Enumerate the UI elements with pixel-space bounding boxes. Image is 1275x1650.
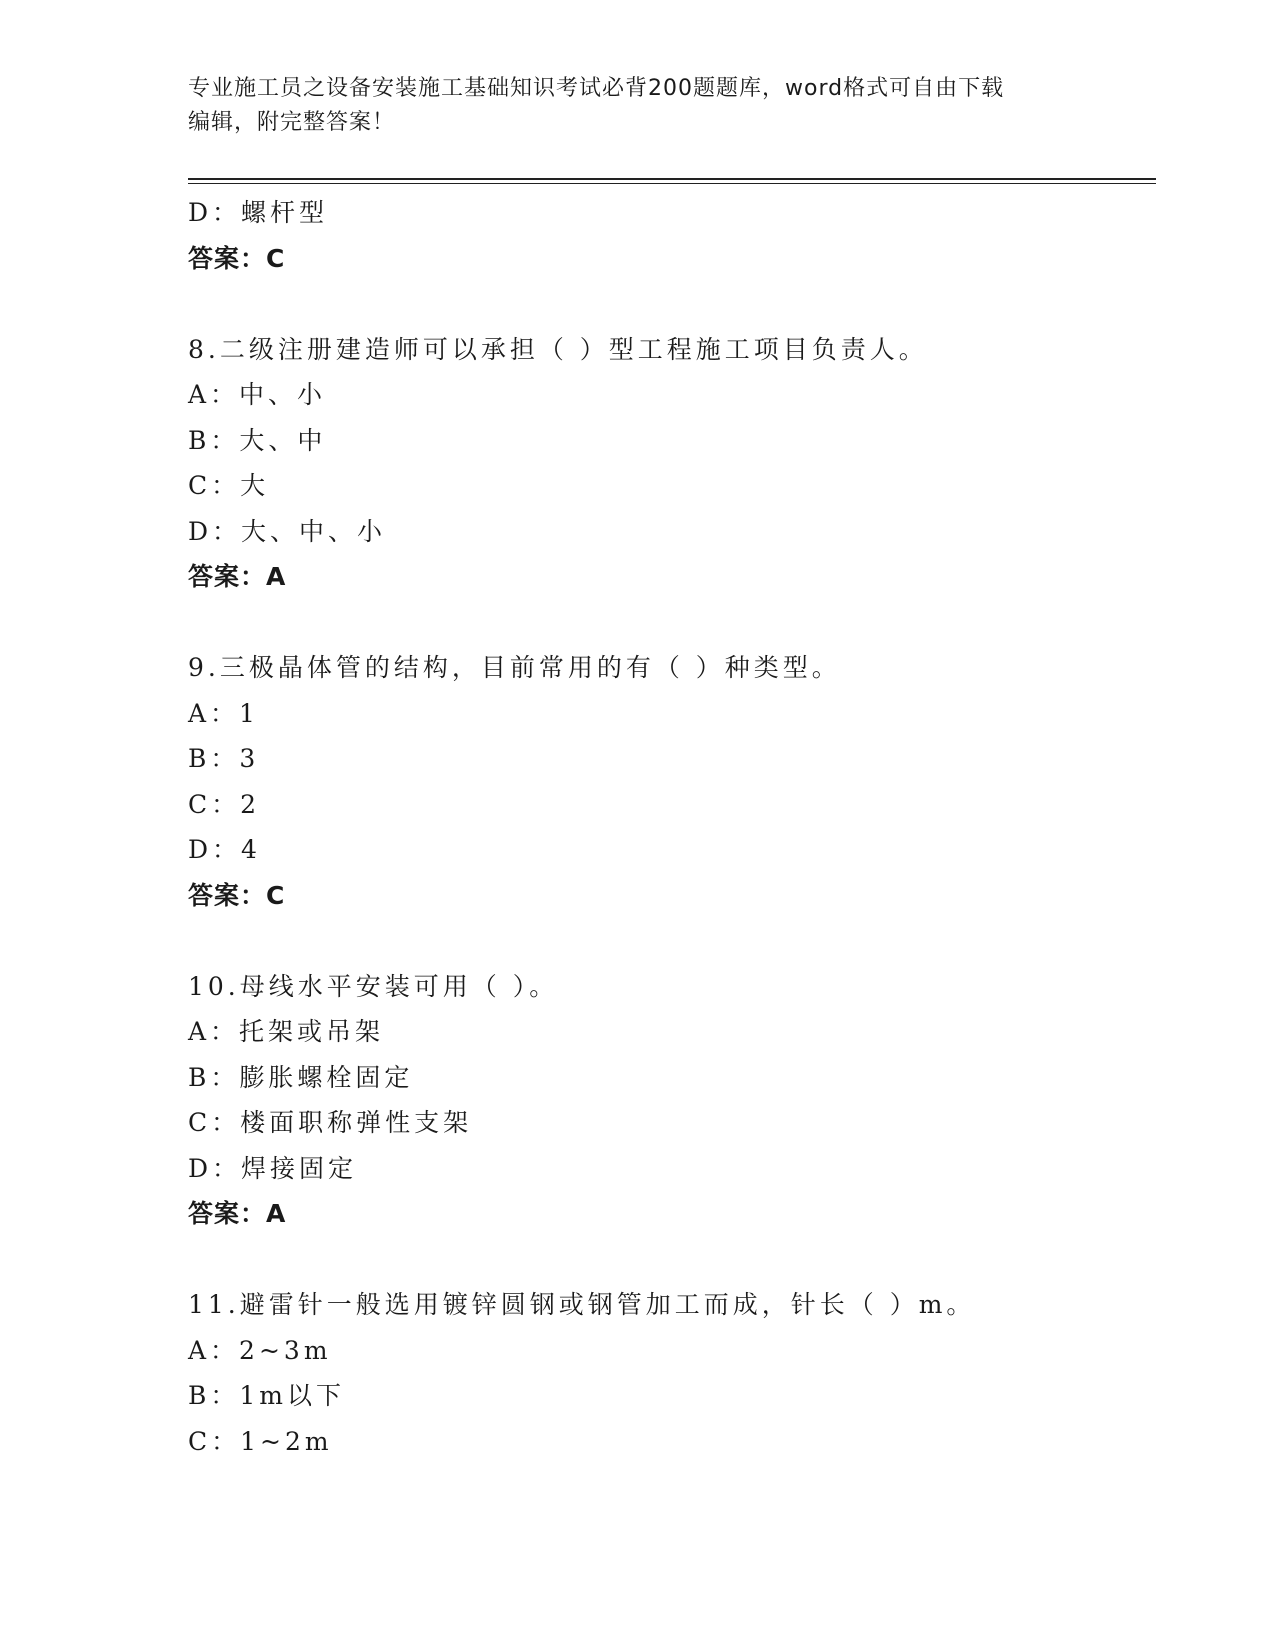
option-c: C：楼面职称弹性支架 [188, 1108, 473, 1137]
header-title-line-2: 编辑，附完整答案！ [188, 110, 396, 135]
answer: 答案：A [188, 562, 287, 591]
option-b: B：膨胀螺栓固定 [188, 1062, 414, 1092]
answer: 答案：A [188, 1199, 287, 1228]
prev-option-d: D：螺杆型 [188, 198, 329, 227]
spacer [188, 918, 1148, 964]
option-c: C：1~2m [188, 1426, 333, 1456]
question-stem: 11.避雷针一般选用镀锌圆钢或钢管加工而成，针长（ ）m。 [188, 1290, 976, 1319]
option-a: A：中、小 [188, 380, 327, 409]
question-stem: 8.二级注册建造师可以承担（ ）型工程施工项目负责人。 [188, 334, 928, 364]
question-stem: 9.三极晶体管的结构，目前常用的有（ ）种类型。 [188, 653, 841, 682]
option-b: B：1m以下 [188, 1381, 345, 1410]
answer: 答案：C [188, 880, 286, 910]
spacer [188, 600, 1148, 646]
header-divider [188, 178, 1156, 184]
question-8 [188, 327, 1148, 600]
option-b: B：3 [188, 744, 260, 773]
option-d: D：大、中、小 [188, 516, 387, 546]
prev-answer: 答案：C [188, 243, 286, 273]
option-d: D：4 [188, 835, 261, 864]
option-c: C：2 [188, 789, 261, 819]
question-list [188, 190, 1148, 1464]
question-9 [188, 645, 1148, 918]
question-stem: 10.母线水平安装可用（ ）。 [188, 971, 559, 1001]
option-b: B：大、中 [188, 425, 327, 455]
question-10 [188, 964, 1148, 1237]
option-a: A：1 [188, 698, 259, 728]
option-a: A：托架或吊架 [188, 1017, 385, 1046]
option-c: C：大 [188, 471, 270, 500]
spacer [188, 281, 1148, 327]
option-d: D：焊接固定 [188, 1153, 358, 1183]
header-title-line-1: 专业施工员之设备安装施工基础知识考试必背200题题库，word格式可自由下载 [188, 76, 1005, 101]
spacer [188, 1237, 1148, 1283]
option-a: A：2~3m [188, 1335, 332, 1365]
document-header [188, 72, 1088, 140]
question-11 [188, 1282, 1148, 1464]
